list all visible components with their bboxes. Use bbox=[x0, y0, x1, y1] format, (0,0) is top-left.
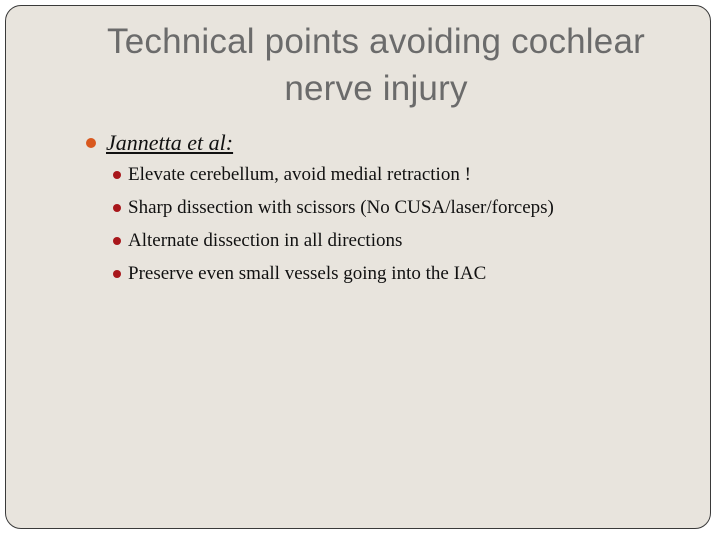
bullet-heading-text: Jannetta et al: bbox=[106, 130, 234, 155]
bullet-dot-icon bbox=[113, 237, 121, 245]
bullet-dot-icon bbox=[113, 270, 121, 278]
bullet-dot-icon bbox=[113, 204, 121, 212]
bullet-heading bbox=[86, 128, 686, 158]
slide-title-line-2: nerve injury bbox=[284, 69, 468, 108]
sub-bullet-text: Preserve even small vessels going into the IAC bbox=[128, 263, 487, 284]
bullet-dot-icon bbox=[86, 138, 96, 148]
bullet-dot-icon bbox=[113, 171, 121, 179]
slide-body bbox=[86, 128, 686, 294]
slide-title-line-1: Technical points avoiding cochlear bbox=[107, 22, 645, 61]
sub-bullet-item bbox=[86, 162, 686, 188]
slide bbox=[5, 5, 711, 529]
sub-bullet-text: Sharp dissection with scissors (No CUSA/laser/forceps) bbox=[128, 197, 554, 218]
sub-bullet-item bbox=[86, 228, 686, 254]
sub-bullet-list bbox=[86, 162, 686, 287]
sub-bullet-text: Alternate dissection in all directions bbox=[128, 230, 403, 251]
sub-bullet-item bbox=[86, 195, 686, 221]
sub-bullet-item bbox=[86, 261, 686, 287]
sub-bullet-text: Elevate cerebellum, avoid medial retraction ! bbox=[128, 164, 471, 185]
slide-title bbox=[26, 18, 711, 112]
